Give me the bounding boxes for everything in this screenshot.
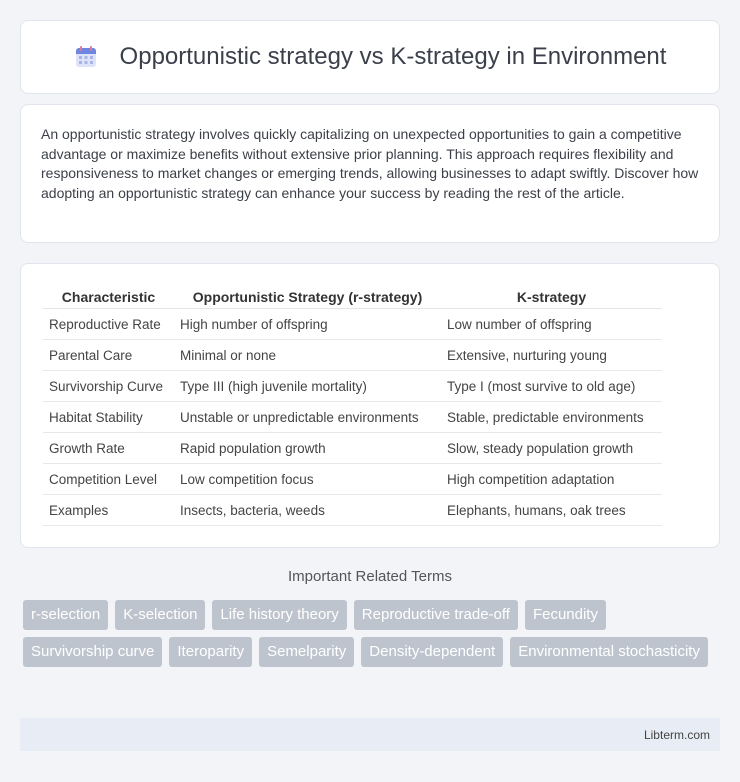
table-row <box>43 495 662 526</box>
table-row <box>43 340 662 371</box>
table-cell: High competition adaptation <box>441 464 662 495</box>
tag-environmental-stochasticity[interactable]: Environmental stochasticity <box>510 637 708 667</box>
tag-life-history-theory[interactable]: Life history theory <box>212 600 346 630</box>
tag-fecundity[interactable]: Fecundity <box>525 600 606 630</box>
related-terms-list <box>23 600 723 674</box>
comparison-table-card <box>20 263 720 548</box>
table-cell: Parental Care <box>43 340 174 371</box>
table-row <box>43 309 662 340</box>
table-cell: Minimal or none <box>174 340 441 371</box>
column-header-k-strategy: K-strategy <box>441 284 662 309</box>
column-header-characteristic: Characteristic <box>43 284 174 309</box>
table-row <box>43 433 662 464</box>
header-card <box>20 20 720 94</box>
table-cell: Competition Level <box>43 464 174 495</box>
table-cell: Reproductive Rate <box>43 309 174 340</box>
table-cell: High number of offspring <box>174 309 441 340</box>
tag-survivorship-curve[interactable]: Survivorship curve <box>23 637 162 667</box>
comparison-table <box>43 284 662 526</box>
table-cell: Type I (most survive to old age) <box>441 371 662 402</box>
table-cell: Unstable or unpredictable environments <box>174 402 441 433</box>
footer <box>20 718 720 751</box>
related-terms-title: Important Related Terms <box>288 568 452 585</box>
footer-site-link[interactable]: Libterm.com <box>643 727 710 742</box>
tag-iteroparity[interactable]: Iteroparity <box>169 637 252 667</box>
table-cell: Low number of offspring <box>441 309 662 340</box>
tag-density-dependent[interactable]: Density-dependent <box>361 637 503 667</box>
calendar-icon <box>74 45 98 69</box>
table-cell: Elephants, humans, oak trees <box>441 495 662 526</box>
table-cell: Extensive, nurturing young <box>441 340 662 371</box>
intro-card <box>20 104 720 243</box>
table-row <box>43 371 662 402</box>
table-cell: Slow, steady population growth <box>441 433 662 464</box>
table-cell: Growth Rate <box>43 433 174 464</box>
table-row <box>43 402 662 433</box>
table-cell: Examples <box>43 495 174 526</box>
table-cell: Low competition focus <box>174 464 441 495</box>
tag-k-selection[interactable]: K-selection <box>115 600 205 630</box>
tag-reproductive-trade-off[interactable]: Reproductive trade-off <box>354 600 518 630</box>
page-title: Opportunistic strategy vs K-strategy in Environment <box>119 43 667 70</box>
tag-r-selection[interactable]: r-selection <box>23 600 108 630</box>
table-cell: Type III (high juvenile mortality) <box>174 371 441 402</box>
table-cell: Stable, predictable environments <box>441 402 662 433</box>
table-header-row <box>43 284 662 309</box>
column-header-opportunistic: Opportunistic Strategy (r-strategy) <box>174 284 441 309</box>
table-cell: Survivorship Curve <box>43 371 174 402</box>
title-wrap <box>74 43 667 71</box>
table-cell: Habitat Stability <box>43 402 174 433</box>
tag-semelparity[interactable]: Semelparity <box>259 637 354 667</box>
table-cell: Insects, bacteria, weeds <box>174 495 441 526</box>
table-cell: Rapid population growth <box>174 433 441 464</box>
intro-text: An opportunistic strategy involves quickly capitalizing on unexpected opportunities to gain a competitive advantage or maximize benefits without extensive prior planning. This approach requires flexibility and responsiveness to market changes or emerging trends, allowing businesses to adapt swiftly. Discover how adopting an opportunistic strategy can enhance your success by reading the rest of the article. <box>41 126 699 201</box>
table-row <box>43 464 662 495</box>
